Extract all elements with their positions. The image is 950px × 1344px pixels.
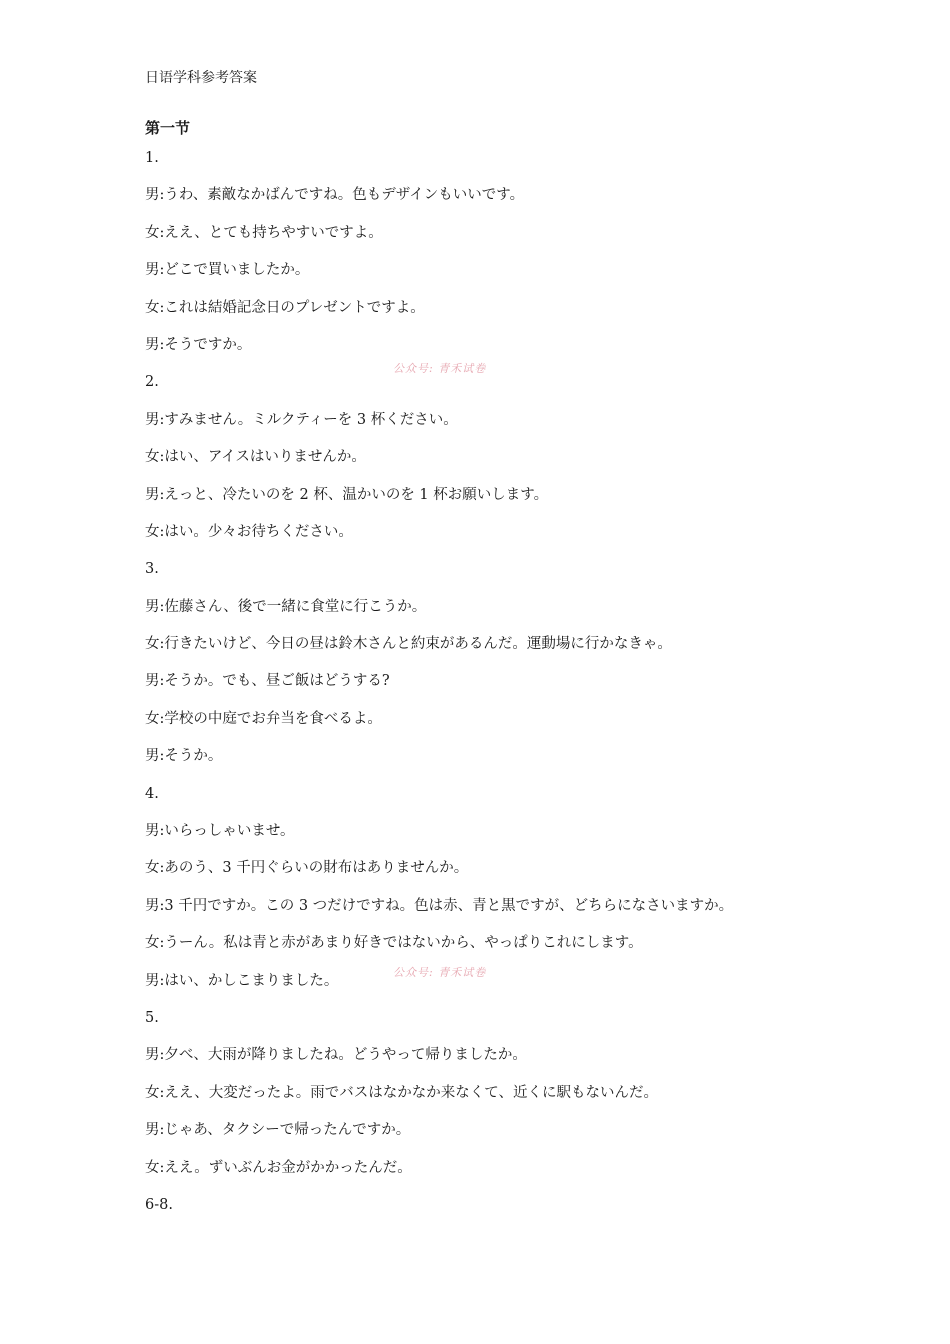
dialogue-line: 男:すみません。ミルクティーを 3 杯ください。 — [145, 411, 458, 428]
transcript-lines — [145, 148, 865, 1232]
dialogue-line: 女:ええ。ずいぶんお金がかかったんだ。 — [145, 1159, 412, 1176]
question-number: 4. — [145, 785, 159, 802]
watermark: 公众号: 青禾试卷 — [393, 362, 487, 375]
question-number: 5. — [145, 1009, 159, 1026]
dialogue-line: 女:行きたいけど、今日の昼は鈴木さんと約束があるんだ。運動場に行かなきゃ。 — [145, 636, 672, 653]
dialogue-line: 男:うわ、素敵なかばんですね。色もデザインもいいです。 — [145, 187, 525, 204]
question-number: 3. — [145, 561, 159, 578]
dialogue-line: 女:これは結婚記念日のプレゼントですよ。 — [145, 299, 425, 316]
document-header-title: 日语学科参考答案 — [145, 70, 257, 86]
section-title: 第一节 — [145, 119, 191, 137]
dialogue-line: 女:はい。少々お待ちください。 — [145, 523, 353, 540]
watermark: 公众号: 青禾试卷 — [393, 966, 487, 979]
dialogue-line: 男:夕べ、大雨が降りましたね。どうやって帰りましたか。 — [145, 1047, 527, 1064]
dialogue-line: 男:いらっしゃいませ。 — [145, 823, 295, 840]
dialogue-line: 女:あのう、3 千円ぐらいの財布はありませんか。 — [145, 860, 469, 877]
dialogue-line: 女:ええ、大変だったよ。雨でバスはなかなか来なくて、近くに駅もないんだ。 — [145, 1084, 658, 1101]
dialogue-line: 男:えっと、冷たいのを 2 杯、温かいのを 1 杯お願いします。 — [145, 486, 549, 503]
dialogue-line: 男:どこで買いましたか。 — [145, 262, 310, 279]
dialogue-line: 男:はい、かしこまりました。 — [145, 972, 339, 989]
dialogue-line: 女:学校の中庭でお弁当を食べるよ。 — [145, 710, 382, 727]
dialogue-line: 女:うーん。私は青と赤があまり好きではないから、やっぱりこれにします。 — [145, 935, 643, 952]
dialogue-line: 女:ええ、とても持ちやすいですよ。 — [145, 224, 383, 241]
question-number: 1. — [145, 150, 159, 166]
dialogue-line: 男:佐藤さん、後で一緒に食堂に行こうか。 — [145, 598, 427, 615]
dialogue-line: 男:3 千円ですか。この 3 つだけですね。色は赤、青と黒ですが、どちらになさいますか。 — [145, 897, 734, 914]
question-number: 6-8. — [145, 1196, 173, 1213]
question-number: 2. — [145, 374, 159, 391]
dialogue-line: 男:そうか。 — [145, 748, 223, 765]
dialogue-line: 男:じゃあ、タクシーで帰ったんですか。 — [145, 1122, 411, 1139]
dialogue-line: 女:はい、アイスはいりませんか。 — [145, 449, 366, 466]
dialogue-line: 男:そうですか。 — [145, 336, 252, 353]
dialogue-line: 男:そうか。でも、昼ご飯はどうする? — [145, 673, 390, 690]
